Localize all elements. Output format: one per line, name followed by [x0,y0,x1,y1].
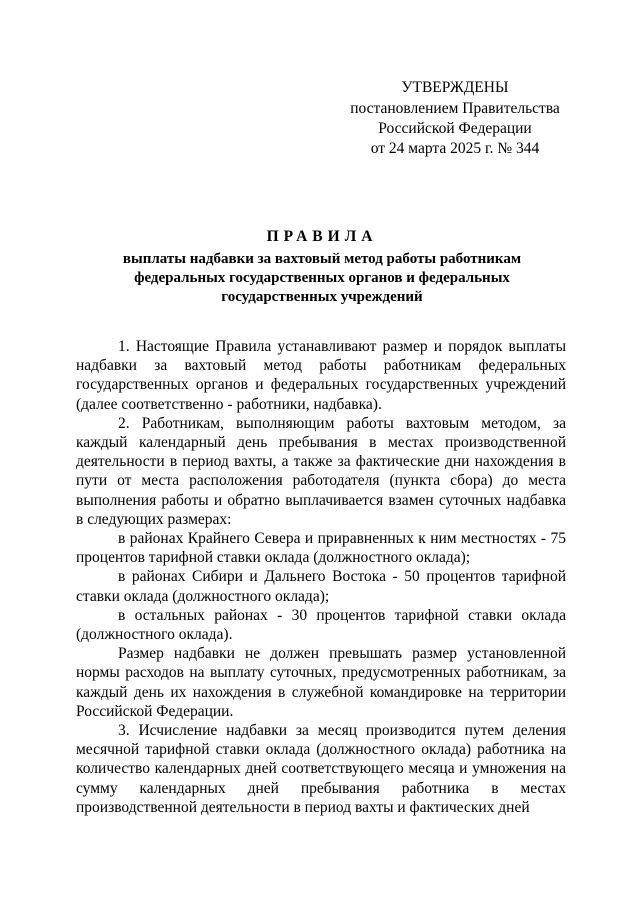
document-subtitle [78,250,566,307]
approval-line-2: Российской Федерации [378,120,532,137]
paragraph-2-item-siberia: в районах Сибири и Дальнего Востока - 50 процентов тарифной ставки оклада (должностного оклада); [76,568,566,605]
paragraph-1: 1. Настоящие Правила устанавливают размер и порядок выплаты надбавки за вахтовый метод работы работникам федеральных государственных органов и федеральных государственных учреждений (далее соответственно - работники, надбавка). [76,338,566,413]
approval-stamp [330,78,580,159]
document-title: ПРАВИЛА [266,228,378,245]
paragraph-2-item-other: в остальных районах - 30 процентов тарифной ставки оклада (должностного оклада). [76,606,566,644]
paragraph-2-item-north: в районах Крайнего Севера и приравненных к ним местностях - 75 процентов тарифной ставки оклада (должностного оклада); [76,530,566,567]
paragraph-3: 3. Исчисление надбавки за месяц производится путем деления месячной тарифной ставки оклада (должностного оклада) работника на количество календарных дней соответствующего месяца и умножения на сумму календарных дней пребывания работника в местах производственной деятельности в период вахты и фактических дней [76,722,566,816]
approval-line-1: постановлением Правительства [350,100,560,117]
document-body [76,337,566,817]
paragraph-2-limit: Размер надбавки не должен превышать размер установленной нормы расходов на выплату суточных, предусмотренных работникам, за каждый день их нахождения в служебной командировке на территории Российской Федерации. [76,645,566,720]
subtitle-line-1: выплаты надбавки за вахтовый метод работы работникам [122,251,522,267]
approval-heading: УТВЕРЖДЕНЫ [401,79,509,96]
subtitle-line-2: федеральных государственных органов и федеральных [134,270,510,286]
approval-line-3: от 24 марта 2025 г. № 344 [370,140,540,157]
paragraph-2: 2. Работникам, выполняющим работы вахтовым методом, за каждый календарный день пребывания в местах производственной деятельности в период вахты, а также за фактические дни нахождения в пути от места расположения работодателя (пункта сбора) до места выполнения работы и обратно выплачивается взамен суточных надбавка в следующих размерах: [76,414,566,528]
subtitle-line-3: государственных учреждений [221,289,423,305]
